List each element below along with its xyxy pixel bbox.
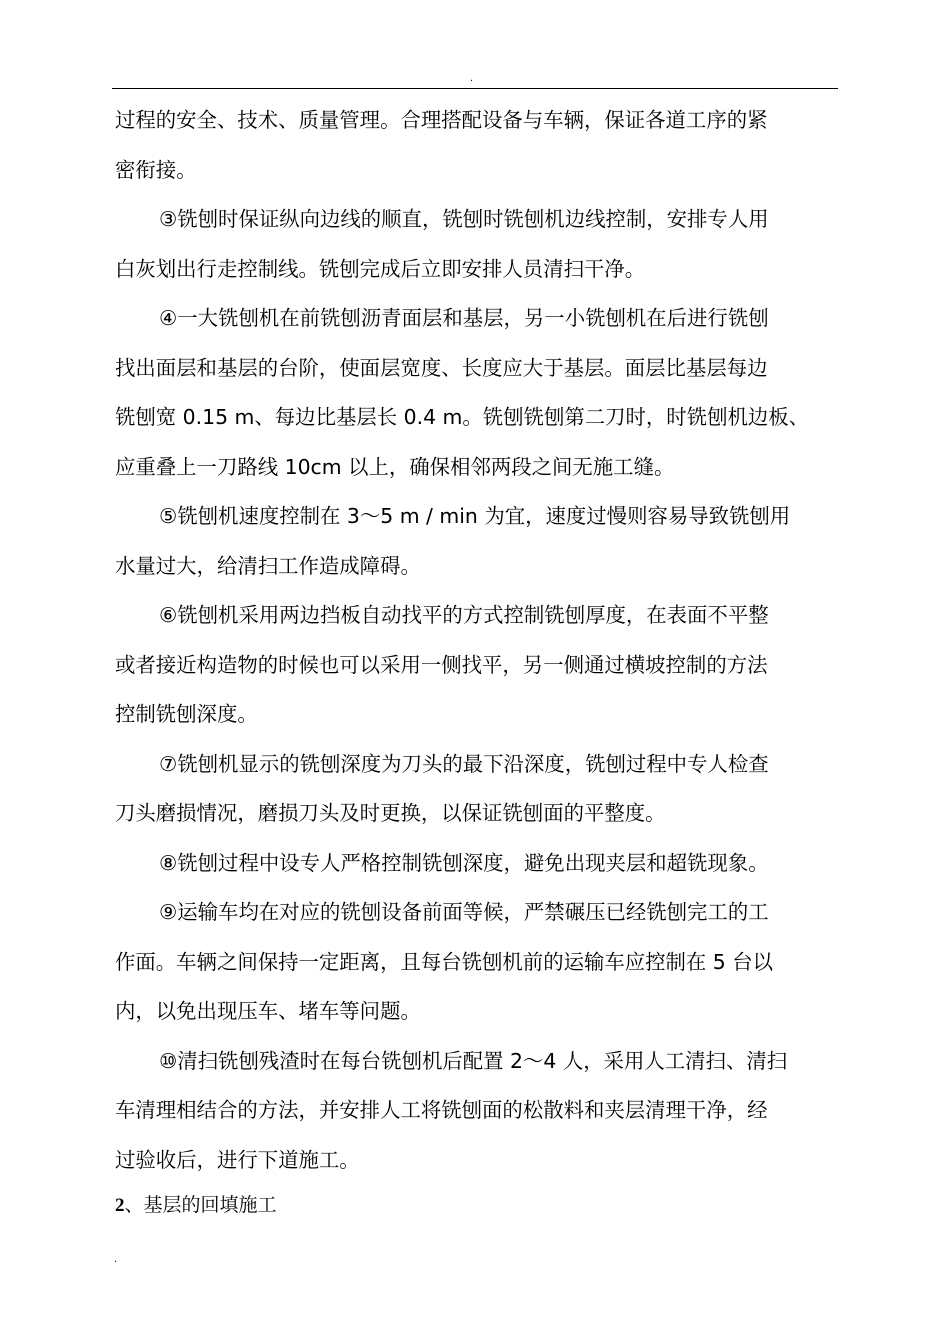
paragraph-item-6 xyxy=(115,591,837,740)
section-heading xyxy=(115,1192,277,1220)
text-line: ⑩清扫铣刨残渣时在每台铣刨机后配置 2～4 人，采用人工清扫、清扫 xyxy=(159,1048,788,1073)
paragraph-item-4 xyxy=(115,294,837,492)
text-line: ⑤铣刨机速度控制在 3～5 m / min 为宜，速度过慢则容易导致铣刨用 xyxy=(159,504,791,528)
footer-mark: . xyxy=(114,1254,118,1265)
text-line: 内，以免出现压车、堵车等问题。 xyxy=(115,999,421,1023)
paragraph-item-8 xyxy=(115,839,837,889)
paragraph-item-5 xyxy=(115,492,837,591)
section-title: 、基层的回填施工 xyxy=(124,1195,277,1216)
text-line: ③铣刨时保证纵向边线的顺直，铣刨时铣刨机边线控制，安排专人用 xyxy=(159,207,769,231)
text-line: 过验收后，进行下道施工。 xyxy=(115,1147,360,1172)
paragraph-item-3 xyxy=(115,195,837,294)
text-line: 或者接近构造物的时候也可以采用一侧找平，另一侧通过横坡控制的方法 xyxy=(115,652,768,677)
text-line: ⑦铣刨机显示的铣刨深度为刀头的最下沿深度，铣刨过程中专人检查 xyxy=(159,751,769,776)
header-rule xyxy=(112,88,838,89)
text-line: 刀头磨损情况，磨损刀头及时更换，以保证铣刨面的平整度。 xyxy=(115,801,666,825)
text-line: 作面。车辆之间保持一定距离，且每台铣刨机前的运输车应控制在 5 台以 xyxy=(115,949,774,974)
text-line: ⑥铣刨机采用两边挡板自动找平的方式控制铣刨厚度，在表面不平整 xyxy=(159,603,769,627)
paragraph-continuation xyxy=(115,96,837,195)
text-line: 找出面层和基层的台阶，使面层宽度、长度应大于基层。面层比基层每边 xyxy=(115,355,768,380)
text-line: ④一大铣刨机在前铣刨沥青面层和基层，另一小铣刨机在后进行铣刨 xyxy=(159,306,769,330)
text-line: 密衔接。 xyxy=(115,157,197,182)
text-line: 铣刨宽 0.15 m、每边比基层长 0.4 m。铣刨铣刨第二刀时，时铣刨机边板、 xyxy=(115,405,810,429)
text-line: 白灰划出行走控制线。铣刨完成后立即安排人员清扫干净。 xyxy=(115,256,646,281)
body-text xyxy=(115,96,837,1185)
section-number: 2 xyxy=(115,1195,125,1216)
paragraph-item-7 xyxy=(115,740,837,839)
text-line: 车清理相结合的方法，并安排人工将铣刨面的松散料和夹层清理干净，经 xyxy=(115,1098,768,1122)
paragraph-item-10 xyxy=(115,1037,837,1186)
text-line: 水量过大，给清扫工作造成障碍。 xyxy=(115,553,421,578)
text-line: 控制铣刨深度。 xyxy=(115,702,258,726)
text-line: 过程的安全、技术、质量管理。合理搭配设备与车辆，保证各道工序的紧 xyxy=(115,108,768,132)
header-mark: . xyxy=(470,73,474,84)
text-line: 应重叠上一刀路线 10cm 以上，确保相邻两段之间无施工缝。 xyxy=(115,454,675,479)
text-line: ⑨运输车均在对应的铣刨设备前面等候，严禁碾压已经铣刨完工的工 xyxy=(159,900,769,924)
text-line: ⑧铣刨过程中设专人严格控制铣刨深度，避免出现夹层和超铣现象。 xyxy=(159,850,769,875)
paragraph-item-9 xyxy=(115,888,837,1037)
